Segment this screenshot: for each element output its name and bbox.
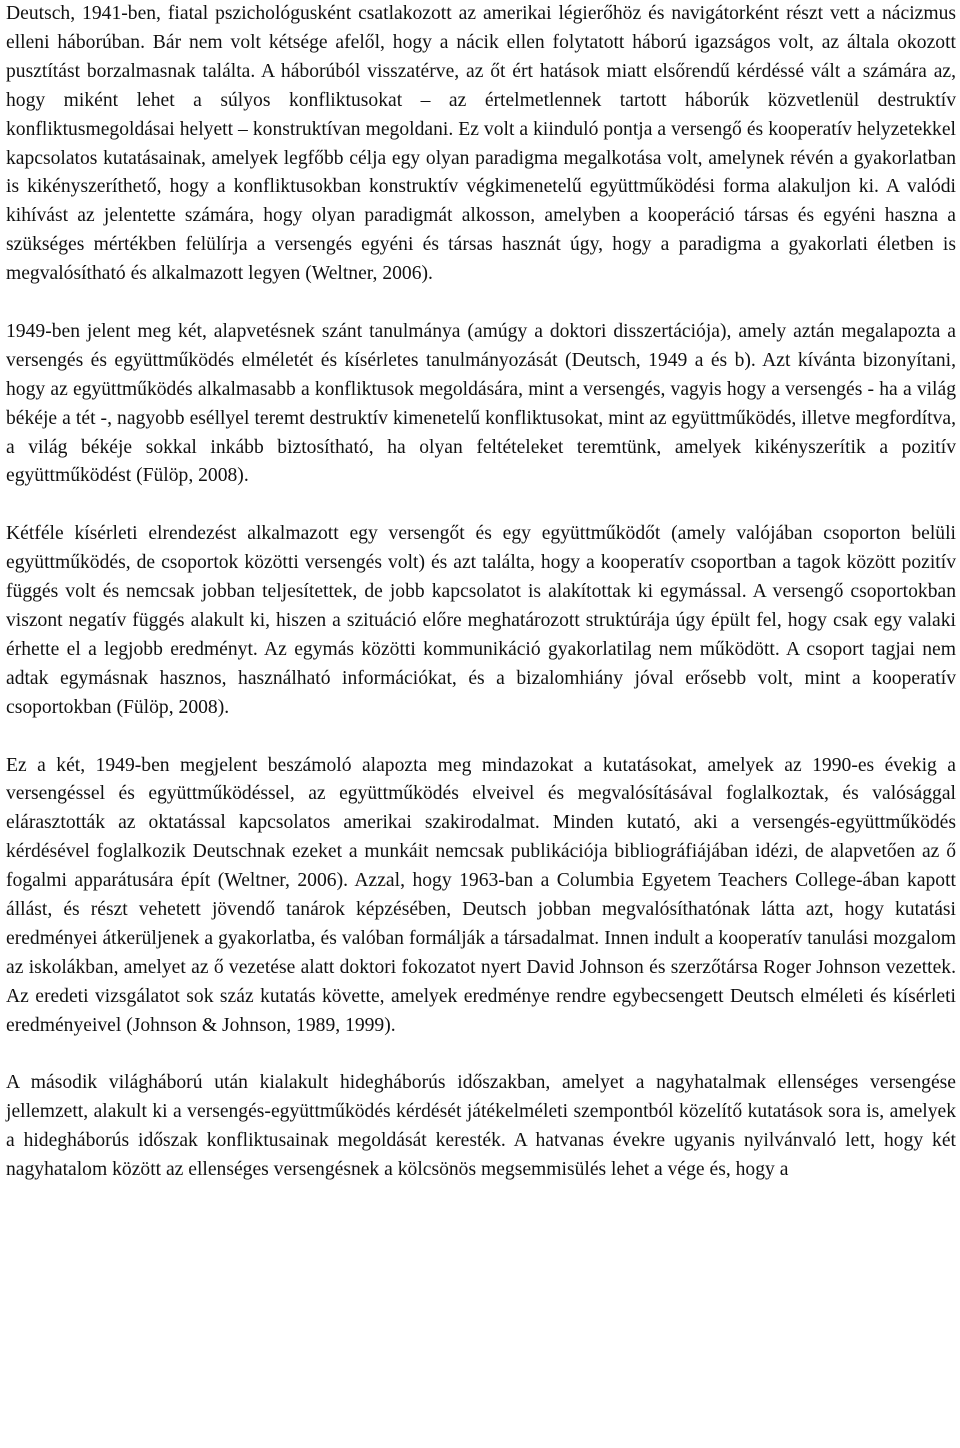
paragraph-deutsch-war: Deutsch, 1941-ben, fiatal pszichológusként csatlakozott az amerikai légierőhöz és navigátorként részt vett a nácizmus elleni háborúban. Bár nem volt kétsége afelől, hogy a nácik ellen folytatott háború igazságos volt, az általa okozott pusztítást borzalmasnak találta. A háborúból visszatérve, az őt ért hatások miatt elsőrendű kérdéssé vált a számára az, hogy miként lehet a súlyos konfliktusokat – az értelmetlennek tartott háborúk közvetlenül destruktív konfliktusmegoldásai helyett – konstruktívan megoldani. Ez volt a kiinduló pontja a versengő és kooperatív helyzetekkel kapcsolatos kutatásainak, amelyek legfőbb célja egy olyan paradigma megalkotása volt, amelynek révén a gyakorlatban is kikényszeríthető, hogy a konfliktusokban konstruktív végkimenetelű együttműködési forma alakuljon ki. A valódi kihívást az jelentette számára, hogy olyan paradigmát alkosson, amelyben a kooperáció társas és egyéni haszna a szükséges mértékben felülírja a versengés egyéni és társas hasznát úgy, hogy a paradigma a gyakorlati életben is megvalósítható és alkalmazott legyen (Weltner, 2006). <box>6 3 956 285</box>
paragraph-1949-studies: 1949-ben jelent meg két, alapvetésnek szánt tanulmánya (amúgy a doktori disszertációja), amely aztán megalapozta a versengés és együttműködés elméletét és kísérletes tanulmányozását (Deutsch, 1949 a és b). Azt kívánta bizonyítani, hogy az együttműködés alkalmasabb a konfliktusok megoldására, mint a versengés, vagyis hogy a versengés - ha a világ békéje a tét -, nagyobb eséllyel teremt destruktív kimenetelű konfliktusokat, mint az együttműködés, illetve megfordítva, a világ békéje sokkal inkább biztosítható, ha olyan feltételeket teremtünk, amelyek kikényszerítik a pozitív együttműködést (Fülöp, 2008). <box>6 320 956 487</box>
paragraph-spacer <box>6 491 956 520</box>
paragraph-influence: Ez a két, 1949-ben megjelent beszámoló alapozta meg mindazokat a kutatásokat, amelyek az 1990-es évekig a versengéssel és együttműködéssel, az együttműködés elveivel és megvalósításával foglalkoztak, és valósággal elárasztották az oktatással kapcsolatos amerikai szakirodalmat. Minden kutató, aki a versengés-együttműködés kérdésével foglalkozik Deutschnak ezeket a munkáit nemcsak publikációja bibliográfiájában idézi, de alapvetően az ő fogalmi apparátusára épít (Weltner, 2006). Azzal, hogy 1963-ban a Columbia Egyetem Teachers College-ában kapott állást, és részt vehetett jövendő tanárok képzésében, Deutsch jobban megvalósíthatónak látta azt, hogy kutatási eredményei átkerüljenek a gyakorlatba, és valóban formálják a társadalmat. Innen indult a kooperatív tanulási mozgalom az iskolákban, amelyet az ő vezetése alatt doktori fokozatot nyert David Johnson és szerzőtársa Roger Johnson vezettek. Az eredeti vizsgálatot sok száz kutatás követte, amelyek eredménye rendre egybecsengett Deutsch elméleti és kísérleti eredményeivel (Johnson & Johnson, 1989, 1999). <box>6 754 956 1036</box>
paragraph-experiments: Kétféle kísérleti elrendezést alkalmazott egy versengőt és egy együttműködőt (amely valójában csoporton belüli együttműködés, de csoportok közötti versengés volt) és azt találta, hogy a kooperatív csoportban a tagok között pozitív függés volt és nemcsak jobban teljesítettek, de jobb kapcsolatot is alakítottak ki egymással. A versengő csoportokban viszont negatív függés alakult ki, hiszen a szituáció előre meghatározott struktúrája úgy épült fel, hogy csak egy valaki érhette el a legjobb eredményt. Az egymás közötti kommunikáció gyakorlatilag nem működött. A csoport tagjai nem adtak egymásnak hasznos, használható információkat, és a bizalomhiány jóval erősebb volt, mint a kooperatív csoportokban (Fülöp, 2008). <box>6 523 956 718</box>
paragraph-spacer <box>6 1041 956 1070</box>
paragraph-spacer <box>6 723 956 752</box>
paragraph-cold-war: A második világháború után kialakult hidegháborús időszakban, amelyet a nagyhatalmak ellenséges versengése jellemzett, alakult ki a versengés-együttműködés kérdését játékelméleti szempontból közelítő kutatások sora is, amelyek a hidegháborús időszak konfliktusainak megoldását keresték. A hatvanas évekre ugyanis nyilvánvaló lett, hogy két nagyhatalom között az ellenséges versengésnek a kölcsönös megsemmisülés lehet a vége és, hogy a <box>6 1072 956 1181</box>
paragraph-spacer <box>6 289 956 318</box>
document-page <box>6 0 956 1185</box>
